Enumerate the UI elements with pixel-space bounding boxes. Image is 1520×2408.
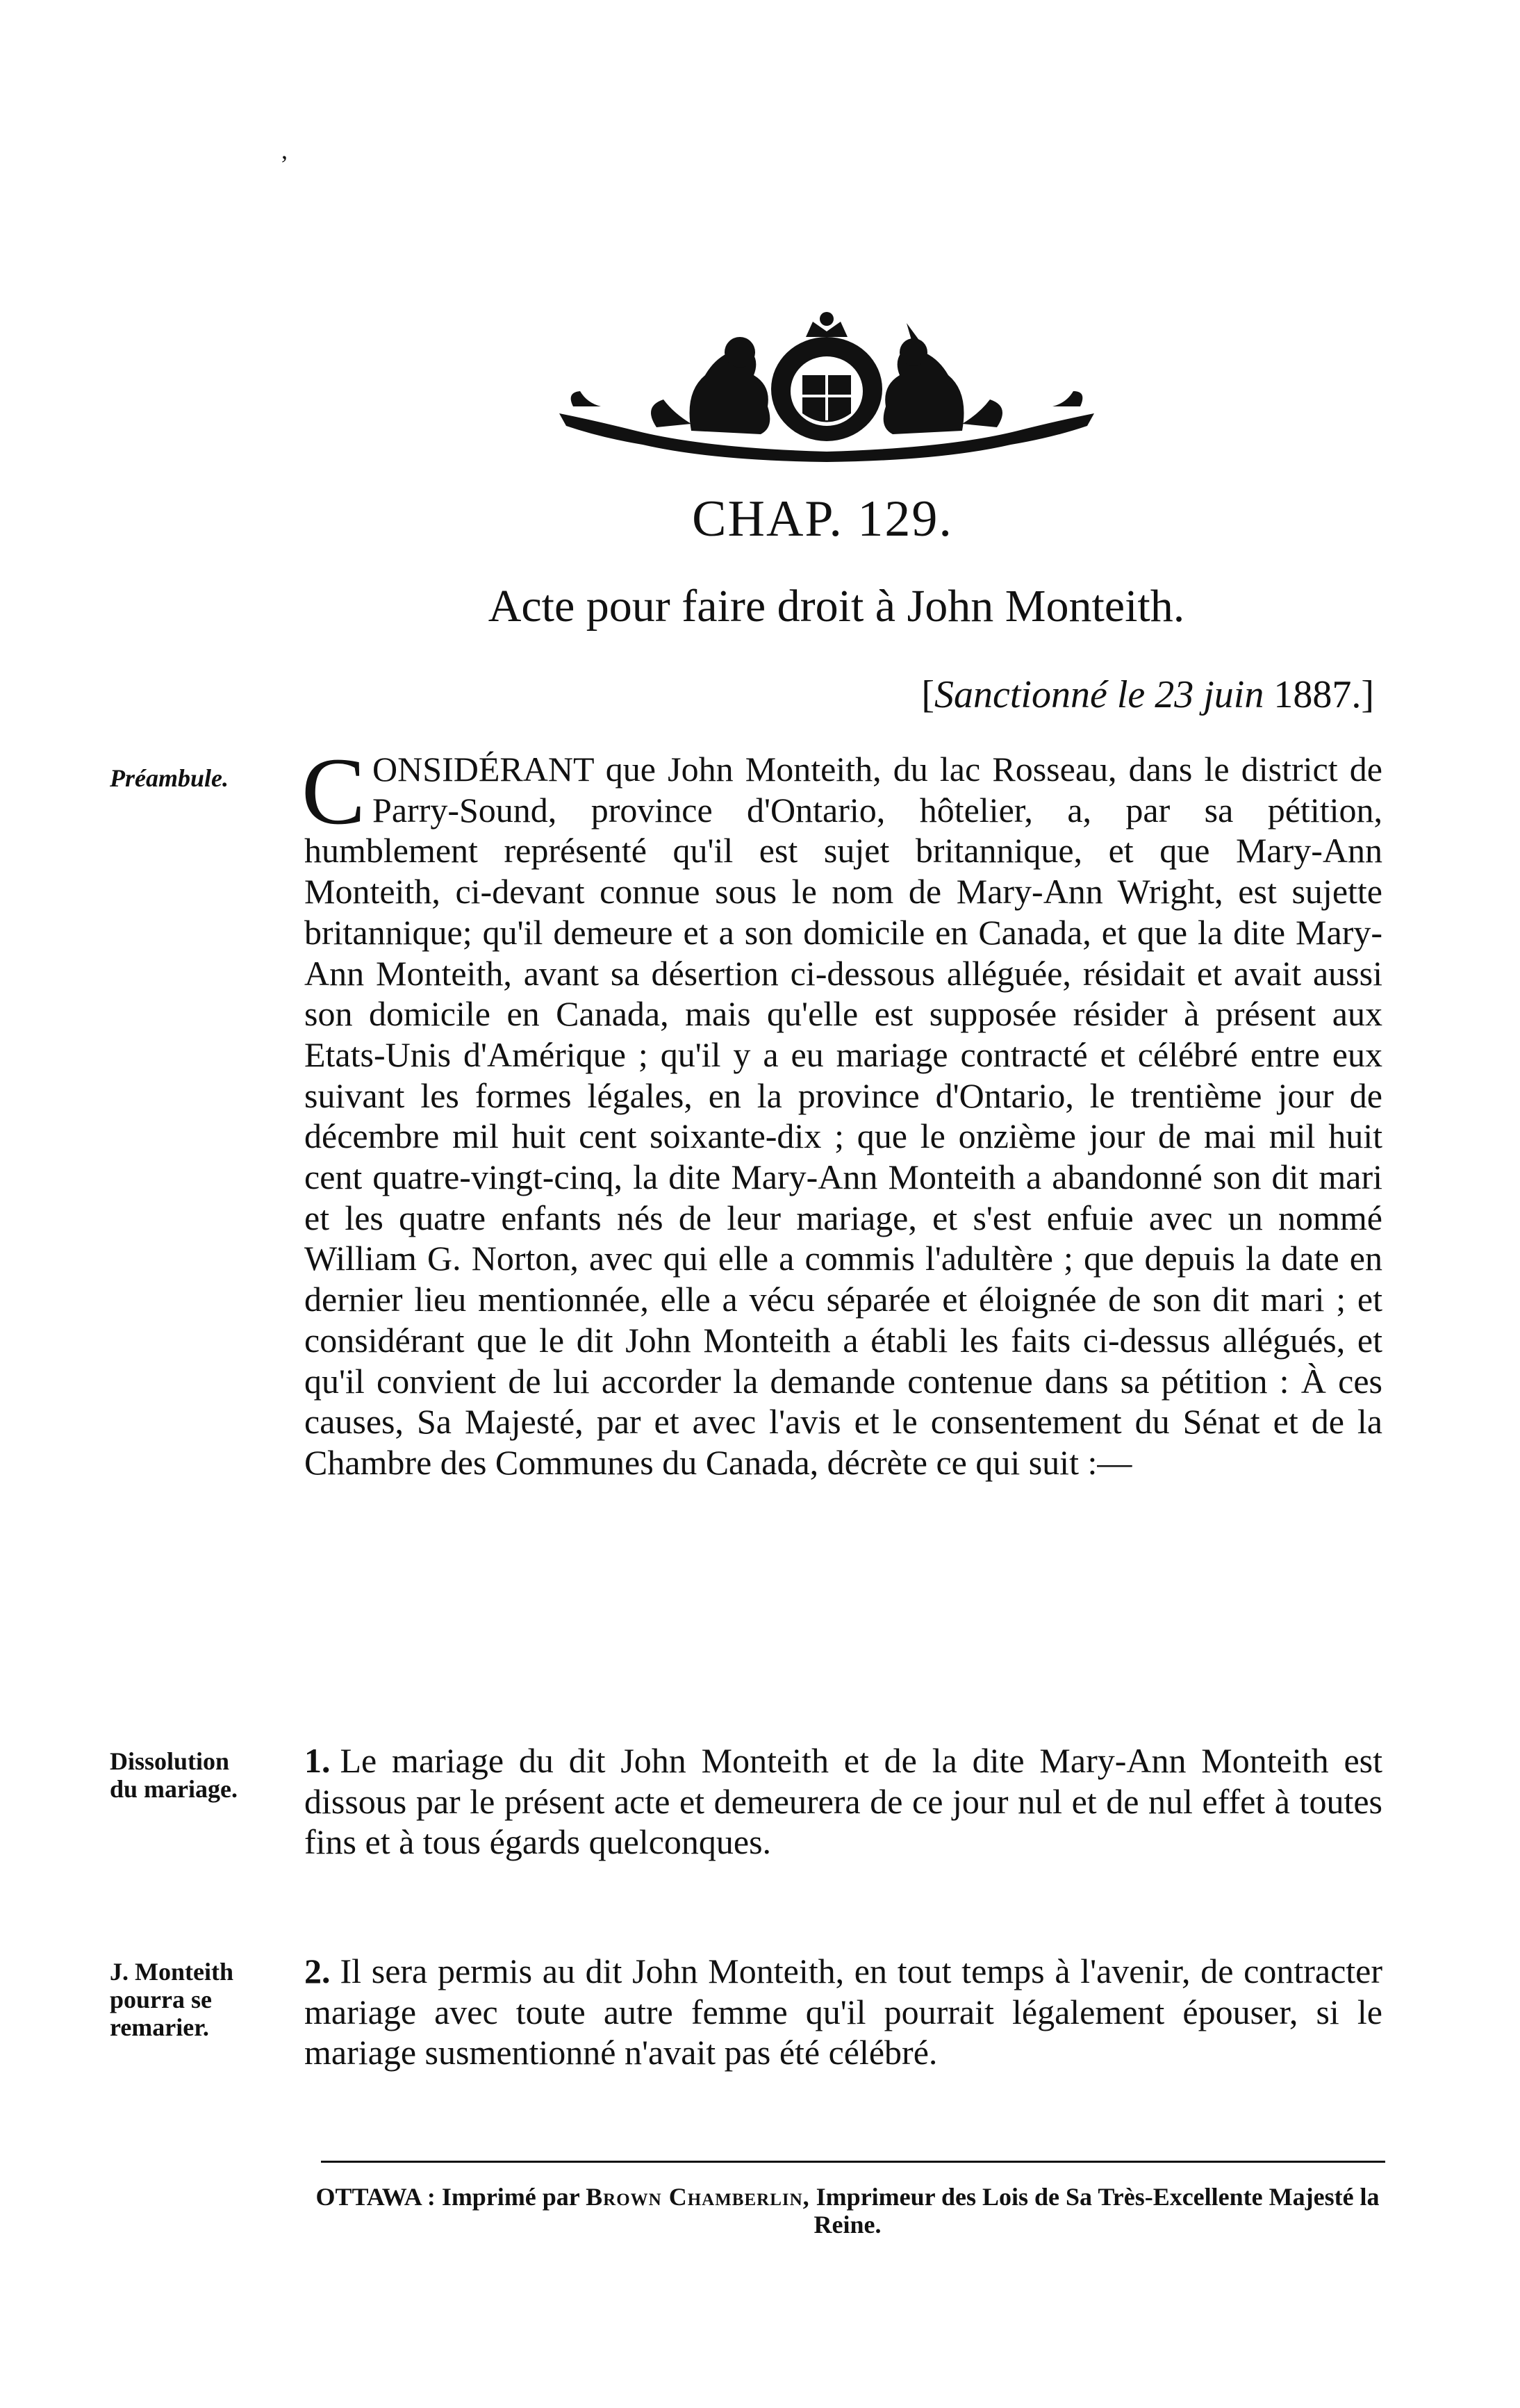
- margin-note-remarry: [110, 1958, 283, 2041]
- sanction-year: 1887.]: [1273, 673, 1374, 716]
- act-title: Acte pour faire droit à John Monteith.: [488, 581, 1185, 632]
- stray-mark: ,: [281, 136, 288, 164]
- printer-imprint: [306, 2183, 1389, 2238]
- sanction-bracket: [: [921, 673, 934, 716]
- section-number: 1.: [304, 1741, 331, 1780]
- chapter-title: CHAP. 129.: [692, 490, 953, 547]
- imprint-rest: Imprimeur des Lois de Sa Très-Excellente Majesté la Reine.: [813, 2183, 1380, 2238]
- section-text: Il sera permis au dit John Monteith, en tout temps à l'avenir, de contracter mariage avec toute autre femme qu'il pourrait légalement épouser, si le mariage susmentionné n'avait pas été célébré.: [304, 1952, 1382, 2072]
- preamble-paragraph: [301, 738, 1382, 1483]
- preamble-text: ONSIDÉRANT que John Monteith, du lac Rosseau, dans le district de Parry-Sound, province d'Ontario, hôtelier, a, par sa pétition, humblement représenté qu'il est sujet britannique, et que Mary-Ann Monteith, ci-devant connue sous le nom de Mary-Ann Wright, est sujette britannique; qu'il demeure et a son domicile en Canada, et que la dite Mary-Ann Monteith, avant sa désertion ci-dessous alléguée, résidait et avait aussi son domicile en Canada, mais qu'elle est supposée résider à présent aux Etats-Unis d'Amérique ; qu'il y a eu mariage contracté et célébré entre eux suivant les formes légales, en la province d'Ontario, le trentième jour de décembre mil huit cent soixante-dix ; que le onzième jour de mai mil huit cent quatre-vingt-cinq, la dite Mary-Ann Monteith a abandonné son dit mari et les quatre enfants nés de leur mariage, et s'est enfuie avec un nommé William G. Norton, avec qui elle a commis l'adultère ; que depuis la date en dernier lieu mentionnée, elle a vécu séparée et éloignée de son dit mari ; et considérant que le dit John Monteith a établi les faits ci-dessus allégués, et qu'il convient de lui accorder la demande contenue dans sa pétition : À ces causes, Sa Majesté, par et avec l'avis et le consentement du Sénat et de la Chambre des Communes du Canada, décrète ce qui suit :—: [304, 750, 1382, 1482]
- section-number: 2.: [304, 1952, 331, 1990]
- section-text: Le mariage du dit John Monteith et de la dite Mary-Ann Monteith est dissous par le présent acte et demeurera de ce jour nul et de nul effet à toutes fins et à tous égards quelconques.: [304, 1741, 1382, 1862]
- imprint-city: OTTAWA :: [315, 2183, 436, 2211]
- margin-note-line: Dissolution: [110, 1747, 230, 1775]
- drop-cap: C: [301, 738, 366, 844]
- section-2: [304, 1951, 1382, 2073]
- sanction-date: [921, 673, 1374, 717]
- margin-note-line: remarier.: [110, 2013, 209, 2041]
- section-1: [304, 1740, 1382, 1863]
- divider-rule: [321, 2161, 1385, 2163]
- imprint-printer: Brown Chamberlin,: [586, 2183, 810, 2211]
- margin-note-line: du mariage.: [110, 1775, 238, 1803]
- imprint-printed-by: Imprimé par: [441, 2183, 580, 2211]
- margin-note-preamble: Préambule.: [110, 764, 229, 792]
- margin-note-line: J. Monteith: [110, 1958, 233, 1986]
- royal-crest-icon: [552, 309, 1101, 462]
- margin-note-dissolution: [110, 1747, 283, 1803]
- margin-note-line: pourra se: [110, 1986, 212, 2013]
- sanction-text: Sanctionné le 23 juin: [934, 673, 1264, 716]
